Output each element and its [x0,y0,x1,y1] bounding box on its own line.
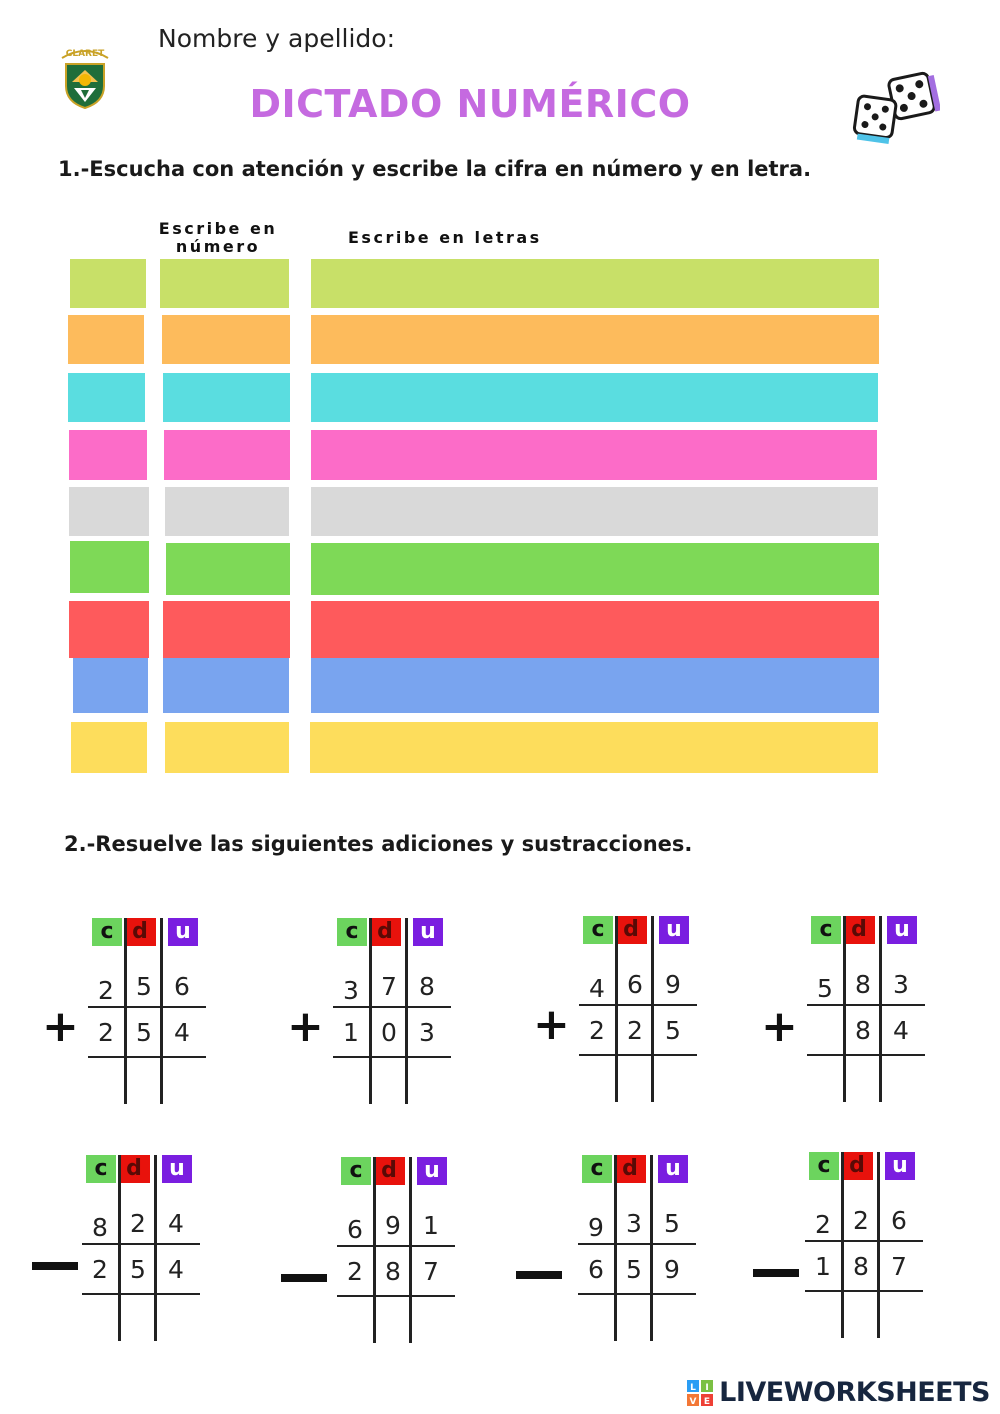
answer-cell[interactable] [846,1296,876,1334]
row-line [333,1056,451,1058]
row-line [333,1006,451,1008]
place-badge-u: u [887,916,917,944]
bottom-digit: 6 [588,1255,604,1284]
badge-letter-l: L [690,1382,697,1393]
column-divider [879,916,882,1102]
bottom-digit: 5 [665,1016,681,1045]
subtraction-1 [82,1155,252,1355]
bottom-digit: 2 [589,1016,605,1045]
row-line [578,1243,696,1245]
dice-icon [850,70,940,144]
place-badge-c: c [86,1155,116,1183]
row-line [88,1006,206,1008]
top-digit: 6 [891,1206,907,1235]
place-badge-c: c [811,916,841,944]
answer-cell[interactable] [91,1062,121,1100]
row-line [807,1004,925,1006]
subtraction-2 [337,1157,507,1357]
footer-brand [687,1377,990,1408]
row-2-letters-field[interactable] [311,315,879,364]
row-line [579,1054,697,1056]
top-digit: 2 [98,976,114,1005]
bottom-digit: 4 [168,1255,184,1284]
column-divider [651,916,654,1102]
top-digit: 2 [815,1210,831,1239]
row-3-number-field[interactable] [163,373,290,422]
row-8-number-field[interactable] [163,658,289,713]
top-digit: 9 [665,970,681,999]
place-badge-u: u [885,1152,915,1180]
answer-cell[interactable] [619,1299,649,1337]
top-digit: 9 [588,1213,604,1242]
instruction-2: 2.-Resuelve las siguientes adiciones y sustracciones. [64,832,693,856]
row-line [88,1056,206,1058]
row-3-letters-field[interactable] [311,373,878,422]
column-divider [160,918,163,1104]
bottom-digit: 2 [627,1016,643,1045]
answer-cell[interactable] [848,1060,878,1098]
plus-sign: + [761,1001,798,1052]
footer-brand-text: LIVEWORKSHEETS [719,1377,990,1408]
logo-text: CLARET [65,49,105,59]
bottom-digit: 5 [626,1255,642,1284]
place-badge-u: u [162,1155,192,1183]
bottom-digit: 8 [853,1252,869,1281]
subtraction-4 [805,1152,975,1352]
column-divider [615,916,618,1102]
top-digit: 4 [589,974,605,1003]
row-5-letters-field[interactable] [311,487,878,536]
row-line [578,1293,696,1295]
row-6-number-field[interactable] [166,543,290,595]
addition-3 [579,916,749,1116]
minus-sign [281,1274,327,1282]
top-digit: 5 [664,1209,680,1238]
row-line [82,1293,200,1295]
place-badge-c: c [809,1152,839,1180]
answer-cell[interactable] [340,1301,370,1339]
answer-cell[interactable] [412,1062,442,1100]
answer-cell[interactable] [581,1299,611,1337]
top-digit: 2 [130,1209,146,1238]
row-line [807,1054,925,1056]
answer-cell[interactable] [374,1062,404,1100]
row-1-letters-field[interactable] [311,259,879,308]
row-7-number-field[interactable] [163,601,290,658]
place-badge-u: u [413,918,443,946]
top-digit: 8 [855,970,871,999]
place-badge-c: c [92,918,122,946]
bottom-digit: 1 [343,1018,359,1047]
row-3-index-cell [68,373,145,422]
top-digit: 2 [853,1206,869,1235]
row-line [337,1295,455,1297]
row-4-index-cell [69,430,147,480]
answer-cell[interactable] [657,1299,687,1337]
column-divider [841,1152,844,1338]
answer-cell[interactable] [884,1296,914,1334]
top-digit: 9 [385,1211,401,1240]
place-badge-c: c [582,1155,612,1183]
bottom-digit: 5 [130,1255,146,1284]
bottom-digit: 1 [815,1252,831,1281]
top-digit: 6 [347,1215,363,1244]
answer-cell[interactable] [886,1060,916,1098]
place-badge-u: u [658,1155,688,1183]
plus-sign: + [42,1001,79,1052]
top-digit: 7 [381,972,397,1001]
row-9-index-cell [71,722,147,773]
top-digit: 3 [343,976,359,1005]
answer-cell[interactable] [582,1060,612,1098]
instruction-1: 1.-Escucha con atención y escribe la cifra en número y en letra. [58,157,812,181]
bottom-digit: 2 [98,1018,114,1047]
bottom-digit: 4 [174,1018,190,1047]
row-line [805,1240,923,1242]
column-divider [843,916,846,1102]
addition-1 [88,918,258,1118]
bottom-digit: 8 [385,1257,401,1286]
place-badge-d: d [843,916,875,944]
place-badge-u: u [168,918,198,946]
bottom-digit: 0 [381,1018,397,1047]
place-badge-u: u [417,1157,447,1185]
bottom-digit: 8 [855,1016,871,1045]
answer-cell[interactable] [808,1296,838,1334]
page-title: DICTADO NUMÉRICO [249,82,691,126]
row-4-letters-field[interactable] [311,430,877,480]
place-badge-d: d [615,916,647,944]
answer-cell[interactable] [658,1060,688,1098]
row-1-index-cell [70,259,146,308]
row-line [805,1290,923,1292]
column-divider [877,1152,880,1338]
plus-sign: + [533,999,570,1050]
column-divider [124,918,127,1104]
top-digit: 3 [893,970,909,999]
column-divider [118,1155,121,1341]
place-badge-c: c [583,916,613,944]
row-9-number-field[interactable] [165,722,289,773]
column-divider [369,918,372,1104]
answer-cell[interactable] [378,1301,408,1339]
place-badge-c: c [341,1157,371,1185]
row-8-letters-field[interactable] [311,658,879,713]
bottom-digit: 9 [664,1255,680,1284]
answer-cell[interactable] [161,1299,191,1337]
top-digit: 6 [174,972,190,1001]
top-digit: 4 [168,1209,184,1238]
addition-2 [333,918,503,1118]
answer-cell[interactable] [129,1062,159,1100]
liveworksheets-icon [687,1380,713,1406]
header-write-number: Escribe en número [158,219,278,256]
badge-letter-e: E [704,1396,711,1406]
row-6-index-cell [70,541,149,593]
top-digit: 5 [817,974,833,1003]
row-line [82,1243,200,1245]
badge-letter-i: I [705,1382,709,1393]
row-2-number-field[interactable] [162,315,290,364]
top-digit: 5 [136,972,152,1001]
minus-sign [32,1262,78,1270]
bottom-digit: 2 [347,1257,363,1286]
answer-cell[interactable] [123,1299,153,1337]
row-7-index-cell [69,601,149,658]
place-badge-d: d [841,1152,873,1180]
bottom-digit: 7 [423,1257,439,1286]
bottom-digit: 3 [419,1018,435,1047]
minus-sign [516,1271,562,1279]
subtraction-3 [578,1155,748,1355]
column-divider [614,1155,617,1341]
minus-sign [753,1269,799,1277]
row-4-number-field[interactable] [164,430,290,480]
place-badge-u: u [659,916,689,944]
row-8-index-cell [73,658,148,713]
row-line [579,1004,697,1006]
place-badge-d: d [614,1155,646,1183]
row-6-letters-field[interactable] [311,543,879,595]
answer-cell[interactable] [85,1299,115,1337]
column-divider [154,1155,157,1341]
row-1-number-field[interactable] [160,259,289,308]
place-badge-d: d [373,1157,405,1185]
answer-cell[interactable] [416,1301,446,1339]
bottom-digit: 5 [136,1018,152,1047]
column-divider [373,1157,376,1343]
row-5-index-cell [69,487,149,536]
answer-cell[interactable] [620,1060,650,1098]
addition-4 [807,916,977,1116]
row-line [337,1245,455,1247]
place-badge-d: d [124,918,156,946]
answer-cell[interactable] [167,1062,197,1100]
bottom-digit: 7 [891,1252,907,1281]
row-5-number-field[interactable] [165,487,289,536]
row-2-index-cell [68,315,144,364]
top-digit: 8 [419,972,435,1001]
place-badge-d: d [118,1155,150,1183]
place-badge-c: c [337,918,367,946]
place-badge-d: d [369,918,401,946]
bottom-digit: 2 [92,1255,108,1284]
top-digit: 6 [627,970,643,999]
column-divider [405,918,408,1104]
answer-cell[interactable] [810,1060,840,1098]
top-digit: 8 [92,1213,108,1242]
header-write-letters: Escribe en letras [348,228,542,247]
column-divider [409,1157,412,1343]
plus-sign: + [287,1001,324,1052]
top-digit: 3 [626,1209,642,1238]
answer-cell[interactable] [336,1062,366,1100]
name-label: Nombre y apellido: [158,24,396,53]
row-9-letters-field[interactable] [310,722,878,773]
row-7-letters-field[interactable] [311,601,879,658]
bottom-digit: 4 [893,1016,909,1045]
column-divider [650,1155,653,1341]
badge-letter-v: V [689,1396,697,1406]
top-digit: 1 [423,1211,439,1240]
